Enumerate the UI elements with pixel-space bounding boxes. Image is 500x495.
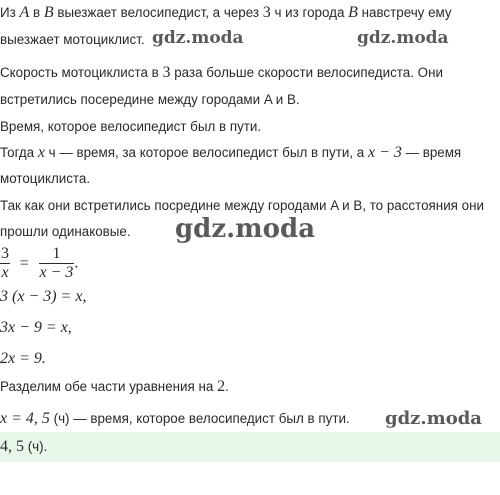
equation-4: 2x = 9. (0, 350, 46, 367)
text: ч из города (270, 5, 349, 20)
solution-line-7: прошли одинаковые. (0, 224, 131, 239)
text: Разделим обе части уравнения на (0, 379, 218, 394)
answer-band (0, 432, 500, 462)
watermark: gdz.moda (152, 28, 244, 48)
watermark: gdz.moda (357, 28, 449, 48)
watermark: gdz.moda (385, 408, 482, 429)
watermark: gdz.moda (175, 214, 316, 244)
equation-3: 3x − 9 = x, (0, 319, 72, 336)
math-var: B (348, 4, 358, 21)
math-number: 3 (262, 4, 271, 21)
text: Из (0, 5, 20, 20)
solution-line-4 (0, 143, 461, 163)
denominator: x (1, 264, 9, 281)
math-expr: x − 3 (367, 144, 402, 161)
answer-value: 4, 5 (0, 438, 24, 455)
problem-line-1 (0, 3, 452, 23)
text: в (29, 5, 44, 20)
text: . (225, 379, 229, 394)
math-number: 3 (162, 64, 171, 81)
answer-unit: (ч). (24, 439, 48, 454)
text: (ч) — время, которое велосипедист был в пути. (49, 411, 350, 426)
solution-line-1 (0, 63, 443, 83)
numerator: 3 (1, 245, 9, 262)
fraction-right (39, 245, 75, 282)
math-var: B (43, 4, 54, 21)
period: . (74, 254, 79, 272)
equals-sign: = (19, 254, 29, 272)
math-var: A (19, 4, 30, 21)
solution-line-9 (0, 409, 350, 429)
equation-fractions (0, 245, 78, 282)
text: — время (401, 145, 462, 160)
solution-line-2: встретились посередине между городами A и B. (0, 92, 300, 107)
fraction-left (0, 245, 10, 282)
math-var: x (37, 144, 45, 161)
text: навстречу ему (357, 5, 452, 20)
math-expr: x = 4, 5 (0, 410, 50, 427)
solution-line-8 (0, 377, 229, 397)
text: Скорость мотоциклиста в (0, 65, 163, 80)
denominator: x − 3 (39, 264, 74, 281)
math-number: 2 (217, 378, 226, 395)
text: Тогда (0, 145, 38, 160)
answer-line (0, 437, 47, 457)
equation-2: 3 (x − 3) = x, (0, 288, 87, 305)
text: ч — время, за которое велосипедист был в пути, а (44, 145, 368, 160)
solution-line-6: Так как они встретились посредине между городами A и B, то расстояния они (0, 198, 484, 213)
solution-line-3: Время, которое велосипедист был в пути. (0, 119, 262, 134)
problem-line-2: выезжает мотоциклист. (0, 32, 145, 47)
numerator: 1 (39, 245, 75, 264)
solution-line-5: мотоциклиста. (0, 171, 91, 186)
text: раза больше скорости велосипедиста. Они (170, 65, 443, 80)
text: выезжает велосипедист, а через (53, 5, 263, 20)
